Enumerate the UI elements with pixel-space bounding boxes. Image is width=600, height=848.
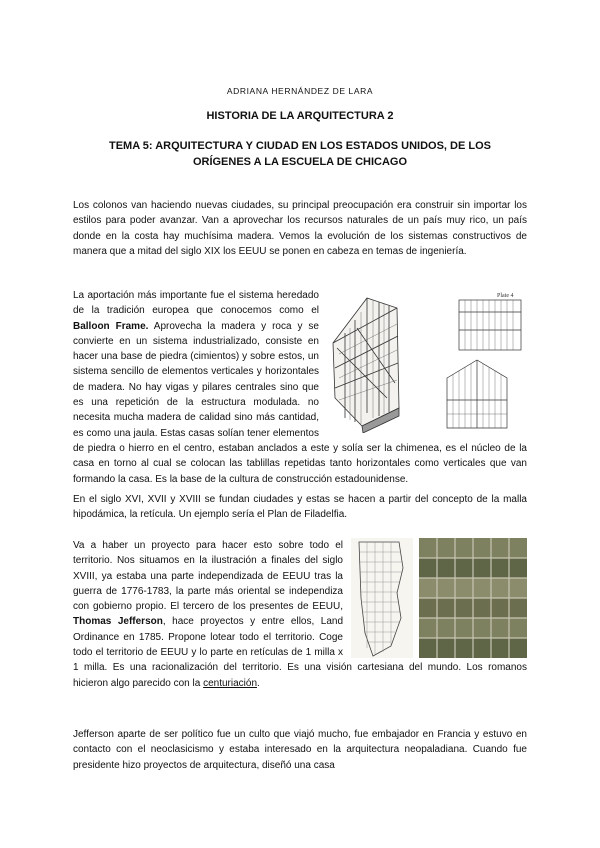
aerial-field-plot: [473, 638, 491, 658]
aerial-field-plot: [509, 538, 527, 558]
paragraph-jefferson: Jefferson aparte de ser político fue un culto que viajó mucho, fue embajador en Francia y estuvo en contacto con el neoclasicismo y estaba interesado en la arquitectura neopaladiana. Cuando fue presidente hizo proyectos de arquitectura, diseñó una casa: [73, 729, 527, 771]
aerial-field-plot: [509, 618, 527, 638]
land-text-1: Va a haber un proyecto para hacer esto sobre todo el territorio. Nos situamos en la ilustración a finales del siglo XVIII, ya estaba una parte independizada de EEUU tras la guerra de 1776-1783, la parte más oriental se independiza con gobierno propio. El tercero de los presentes de EEUU,: [73, 540, 343, 613]
aerial-field-plot: [491, 558, 509, 578]
aerial-field-plot: [437, 638, 455, 658]
aerial-field-plot: [419, 638, 437, 658]
aerial-field-plot: [455, 598, 473, 618]
land-ordinance-figure: [351, 538, 527, 658]
aerial-field-plot: [455, 618, 473, 638]
aerial-field-plot: [491, 638, 509, 658]
aerial-field-plot: [455, 638, 473, 658]
land-text-3: .: [257, 677, 260, 689]
balloon-frame-figure: [327, 288, 527, 433]
aerial-field-plot: [491, 578, 509, 598]
aerial-field-plot: [473, 598, 491, 618]
land-text-2: , hace proyectos y entre ellos, Land Ordinance en 1785. Propone lotear todo el territorio. Coge todo el territorio de EEUU y lo parte en retículas de 1 milla x 1 milla. Es una racionalización del territorio. Es una visión cartesiana del mundo. Los romanos hicieron algo parecido con la: [73, 616, 527, 689]
aerial-field-plot: [491, 538, 509, 558]
topic-title: TEMA 5: ARQUITECTURA Y CIUDAD EN LOS ESTADOS UNIDOS, DE LOS ORÍGENES A LA ESCUELA DE CHICAGO: [109, 140, 491, 168]
aerial-field-plot: [419, 578, 437, 598]
course-title: HISTORIA DE LA ARQUITECTURA 2: [206, 110, 394, 122]
aerial-field-plot: [473, 538, 491, 558]
aerial-field-plot: [437, 618, 455, 638]
aerial-field-plot: [509, 578, 527, 598]
aerial-field-plot: [419, 558, 437, 578]
aerial-field-plot: [473, 558, 491, 578]
aerial-field-plot: [419, 598, 437, 618]
balloon-frame-term: Balloon Frame.: [73, 320, 149, 332]
aerial-field-plot: [419, 538, 437, 558]
plate-label: Plate 4: [497, 293, 514, 299]
aerial-field-plot: [455, 578, 473, 598]
thomas-jefferson-name: Thomas Jefferson: [73, 616, 163, 628]
balloon-frame-illustration: [327, 288, 527, 433]
aerial-field-plot: [437, 538, 455, 558]
aerial-field-plot: [419, 618, 437, 638]
balloon-text-2: Aprovecha la madera y roca y se convierte en un sistema industrializado, consiste en hacer una base de piedra (cimientos) y sobre estos, un sistema sencillo de elementos verticales y horizontales de madera. No hay vigas y pilares centrales sino que es una repetición de la estructura modulada. no necesita mucha madera de calidad sino más cantidad, es como una jaula. Estas casas solían tener elementos de piedra o hierro en el centro, estaban anclados a este y solía ser la chimenea, es el núcleo de la casa en torno al cual se colocan las tablillas repetidas tanto horizontales como verticales que van formando la casa. Es la base de la cultura de construcción estadounidense.: [73, 320, 527, 485]
balloon-text-1: La aportación más importante fue el sistema heredado de la tradición europea que conocemos como el: [73, 290, 319, 317]
author-name: ADRIANA HERNÁNDEZ DE LARA: [226, 86, 374, 96]
aerial-field-plot: [509, 558, 527, 578]
aerial-field-plot: [437, 578, 455, 598]
paragraph-balloon-frame: [73, 288, 527, 487]
aerial-field-plot: [491, 618, 509, 638]
aerial-field-plot: [437, 598, 455, 618]
aerial-field-plot: [491, 598, 509, 618]
aerial-field-plot: [473, 618, 491, 638]
centuriacion-link[interactable]: centuriación: [203, 677, 258, 689]
aerial-field-plot: [455, 558, 473, 578]
aerial-field-plot: [509, 598, 527, 618]
paragraph-colonos: Los colonos van haciendo nuevas ciudades, su principal preocupación era construir sin importar los estilos para poder avanzar. Van a aprovechar los recursos naturales de un país muy rico, un país donde en la costa hay muchísima madera. Vemos la evolución de los sistemas constructivos de manera que a mitad del siglo XIX los EEUU se ponen en cabeza en temas de ingeniería.: [73, 200, 527, 257]
aerial-field-plot: [437, 558, 455, 578]
paragraph-malla-hipodamica: En el siglo XVI, XVII y XVIII se fundan ciudades y estas se hacen a partir del concepto de la malla hipodámica, la retícula. Un ejemplo sería el Plan de Filadelfia.: [73, 494, 527, 521]
aerial-field-plot: [509, 638, 527, 658]
paragraph-land-ordinance: [73, 538, 527, 691]
territory-grid-illustration: [351, 538, 527, 658]
aerial-field-plot: [455, 538, 473, 558]
aerial-field-plot: [473, 578, 491, 598]
